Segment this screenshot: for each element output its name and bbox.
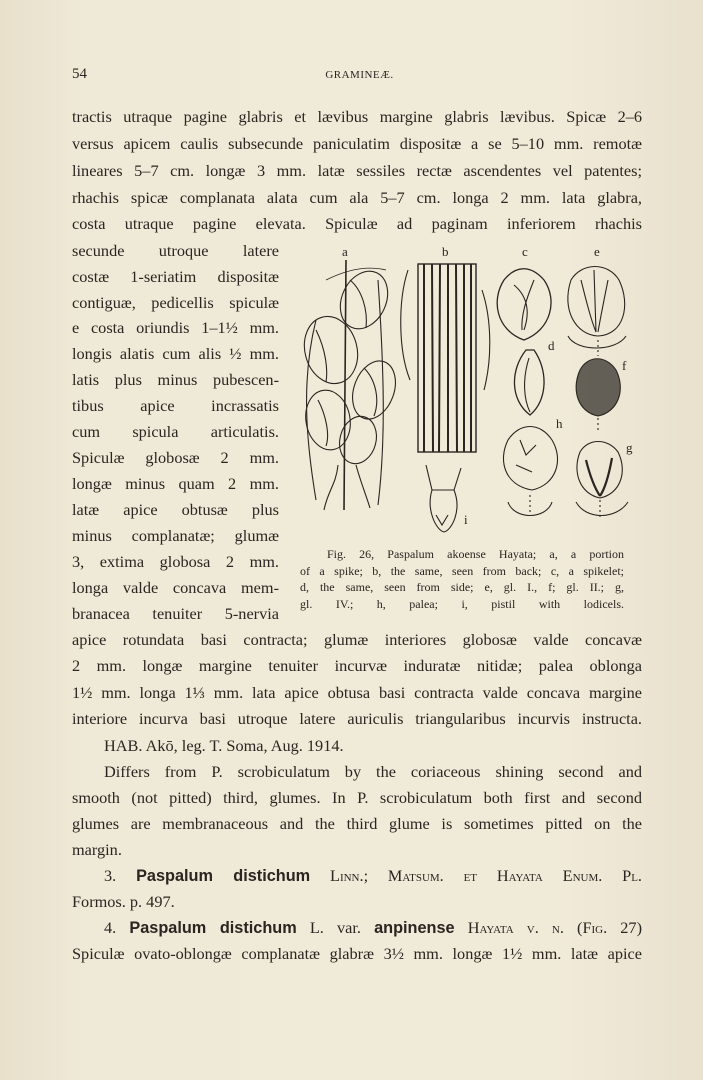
entry-number: 4.	[104, 918, 117, 937]
illustration-drawing	[286, 240, 642, 540]
entry-authority: L. var.	[309, 918, 361, 937]
text-line: longa valde concava mem-	[72, 578, 279, 597]
figure-label-i: i	[464, 512, 468, 527]
text-line: rhachis spicæ complanata alata cum ala 5–7 cm. longa 2 mm. lata glabra,	[72, 188, 642, 207]
text-line: interiore incurva basi utroque latere auriculis triangularibus incurvis instructa.	[72, 709, 642, 728]
caption-line: gl. IV.; h, palea; i, pistil with lodicels.	[300, 596, 624, 611]
text-line: Differs from P. scrobiculatum by the coriaceous shining second and	[104, 762, 642, 781]
entry-authority-2: Hayata v. n. (Fig. 27)	[467, 918, 642, 937]
text-line: costæ 1-seriatim dispositæ	[72, 267, 279, 286]
variety-name: anpinense	[374, 919, 455, 937]
text-line: costa utraque pagine elevata. Spiculæ ad paginam inferiorem rhachis	[72, 214, 642, 233]
text-line: cum spicula articulatis.	[72, 422, 279, 441]
figure-caption	[300, 546, 624, 612]
species-name: Paspalum distichum	[136, 867, 311, 885]
page-number: 54	[72, 66, 87, 82]
text-line: tibus apice incrassatis	[72, 396, 279, 415]
spikelet-side-drawing	[514, 350, 544, 415]
running-title: GRAMINEÆ.	[325, 69, 394, 81]
botanical-illustration	[286, 240, 642, 540]
text-line: latis plus minus pubescen-	[72, 370, 279, 389]
text-line: Spiculæ globosæ 2 mm.	[72, 448, 279, 467]
text-line: minus complanatæ; glumæ	[72, 526, 279, 545]
text-line: glumes are membranaceous and the third glume is sometimes pitted on the	[72, 814, 642, 833]
text-line: margin.	[72, 840, 122, 859]
text-line: branacea tenuiter 5-nervia	[72, 604, 279, 623]
species-entry-3	[104, 866, 642, 886]
rhachis-back-drawing	[401, 264, 490, 452]
text-line: smooth (not pitted) third, glumes. In P. scrobiculatum both first and second	[72, 788, 642, 807]
text-line: secunde utroque latere	[72, 241, 279, 260]
text-line: apice rotundata basi contracta; glumæ interiores globosæ valde concavæ	[72, 630, 642, 649]
pistil-drawing	[426, 465, 461, 532]
habitat-line: HAB. Akō, leg. T. Soma, Aug. 1914.	[104, 736, 344, 755]
figure-label-a: a	[342, 244, 348, 259]
entry-number: 3.	[104, 866, 117, 885]
text-line: 2 mm. longæ margine tenuiter incurvæ induratæ nitidæ; palea oblonga	[72, 656, 642, 675]
text-line: versus apicem caulis subsecunde paniculatim dispositæ a se 5–10 mm. remotæ	[72, 134, 642, 153]
glume-four-drawing	[576, 442, 628, 521]
species-name: Paspalum distichum	[129, 919, 297, 937]
text-line: longæ minus quam 2 mm.	[72, 474, 279, 493]
glume-two-drawing	[576, 359, 620, 432]
figure-label-h: h	[556, 416, 563, 431]
figure-label-d: d	[548, 338, 555, 353]
species-entry-4	[104, 918, 642, 938]
text-line: longis alatis cum alis ½ mm.	[72, 344, 279, 363]
glume-one-drawing	[568, 267, 626, 357]
text-line: latæ apice obtusæ plus	[72, 500, 279, 519]
figure-label-g: g	[626, 440, 633, 455]
entry-authority: Linn.; Matsum. et Hayata Enum. Pl.	[330, 866, 642, 885]
text-line: 1½ mm. longa 1⅓ mm. lata apice obtusa basi contracta valde concava margine	[72, 683, 642, 702]
text-line: 3, extima globosa 2 mm.	[72, 552, 279, 571]
spike-portion-drawing	[297, 260, 403, 510]
text-line: lineares 5–7 cm. longæ 3 mm. latæ sessiles rectæ ascendentes vel patentes;	[72, 161, 642, 180]
figure-label-f: f	[622, 358, 627, 373]
text-line: tractis utraque pagine glabris et lævibus margine glabris lævibus. Spicæ 2–6	[72, 107, 642, 126]
palea-drawing	[503, 427, 557, 516]
figure-label-b: b	[442, 244, 449, 259]
text-line: e costa oriundis 1–1½ mm.	[72, 318, 279, 337]
text-line: Formos. p. 497.	[72, 892, 175, 911]
caption-line: d, the same, seen from side; e, gl. I., f; gl. II.; g,	[300, 580, 624, 594]
text-line: Spiculæ ovato-oblongæ complanatæ glabræ 3½ mm. longæ 1½ mm. latæ apice	[72, 944, 642, 963]
running-header	[72, 66, 647, 86]
figure-label-c: c	[522, 244, 528, 259]
caption-line: of a spike; b, the same, seen from back; c, a spikelet;	[300, 563, 624, 578]
figure-label-e: e	[594, 244, 600, 259]
spikelet-drawing	[497, 269, 551, 340]
text-line: contiguæ, pedicellis spiculæ	[72, 293, 279, 312]
caption-line: Fig. 26, Paspalum akoense Hayata; a, a portion	[327, 547, 624, 561]
